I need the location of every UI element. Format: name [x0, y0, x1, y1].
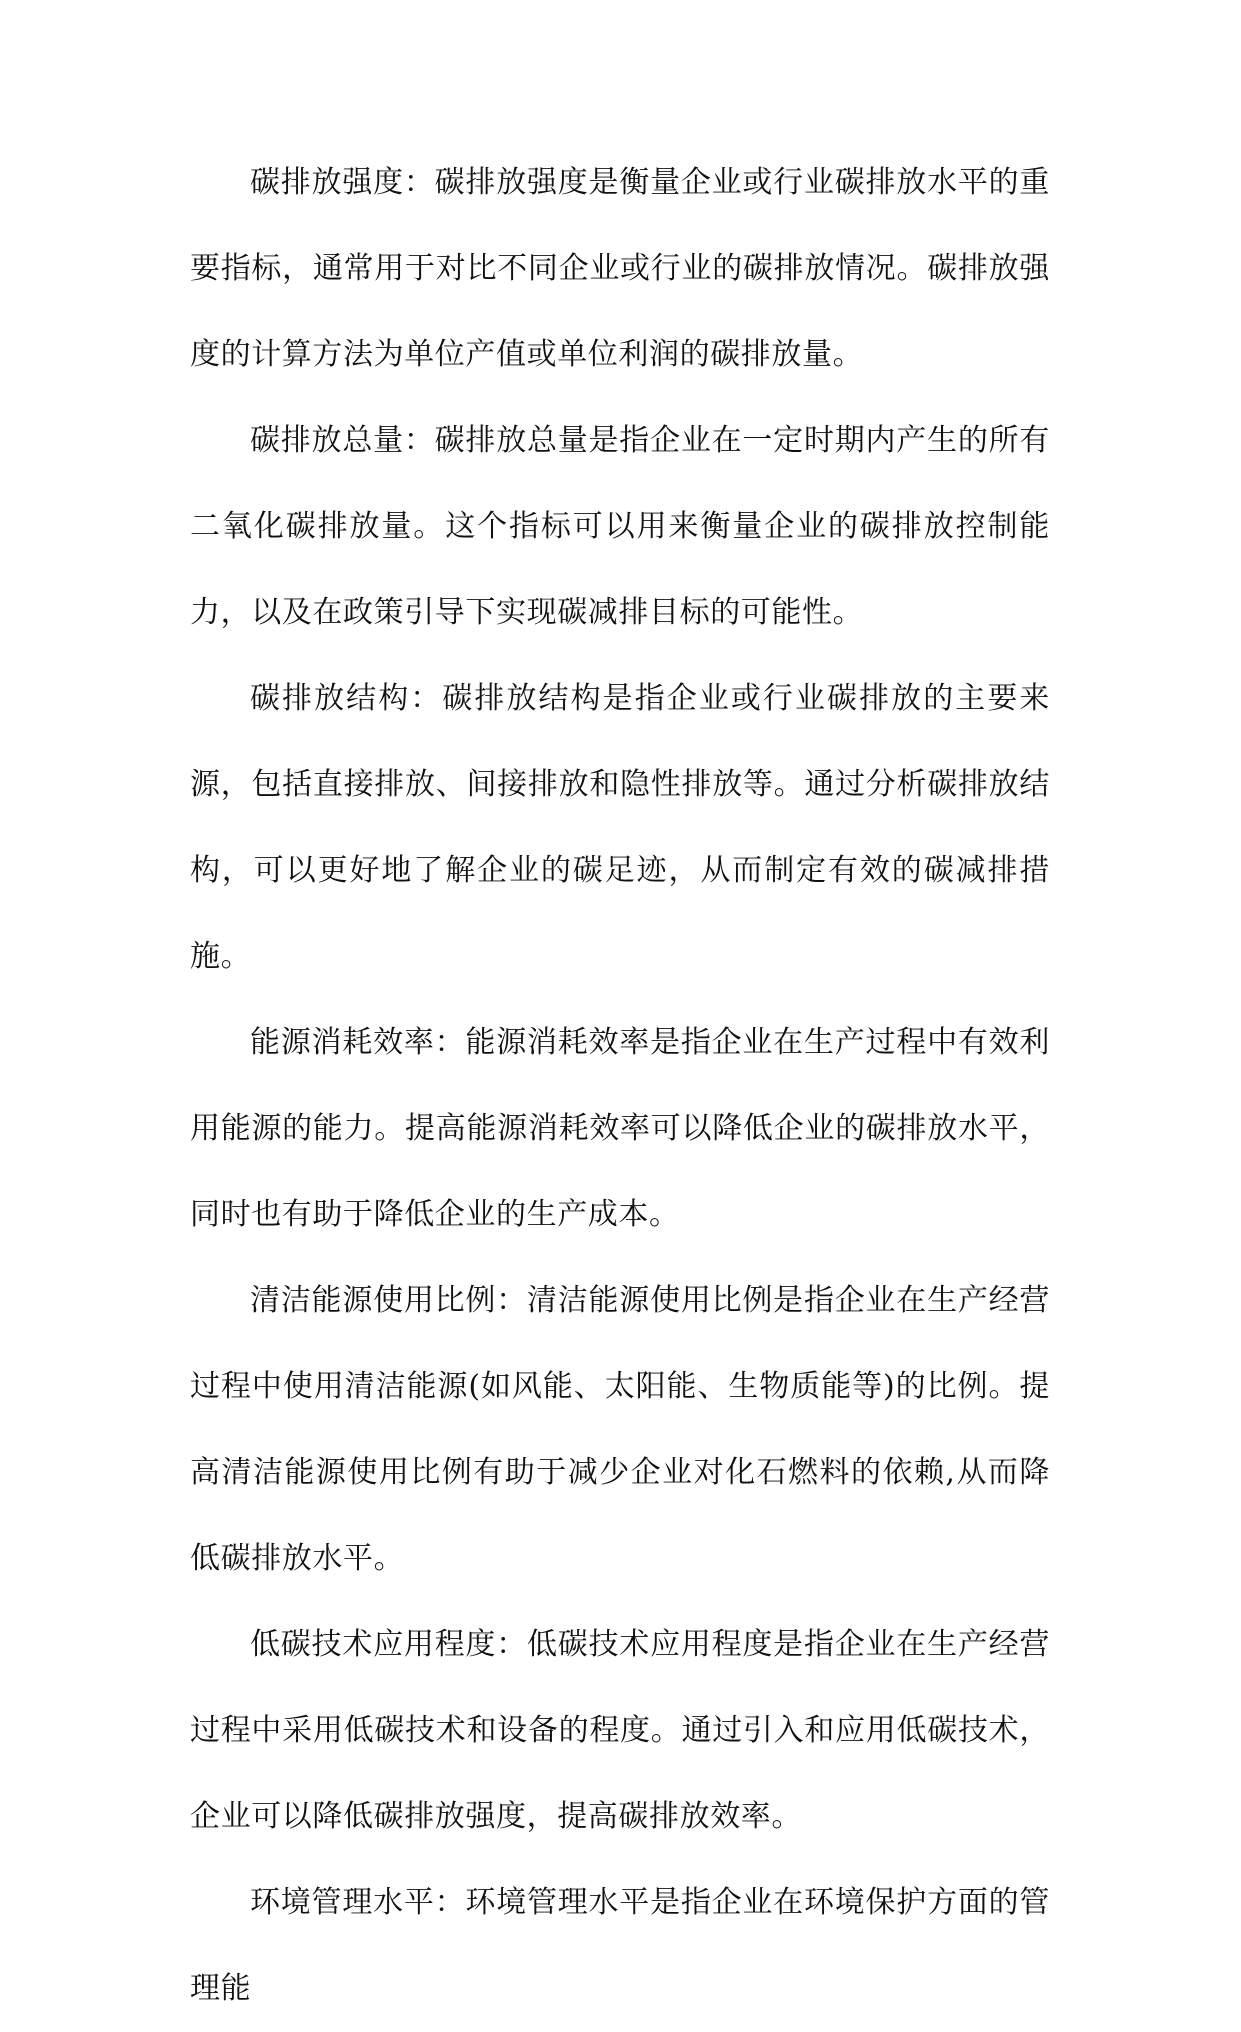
- paragraph-low-carbon-tech: 低碳技术应用程度：低碳技术应用程度是指企业在生产经营过程中采用低碳技术和设备的程度。通过引入和应用低碳技术，企业可以降低碳排放强度，提高碳排放效率。: [190, 1627, 1050, 1834]
- paragraph-energy-efficiency: 能源消耗效率：能源消耗效率是指企业在生产过程中有效利用能源的能力。提高能源消耗效率可以降低企业的碳排放水平，同时也有助于降低企业的生产成本。: [190, 1025, 1050, 1232]
- paragraph-environment-management: 环境管理水平：环境管理水平是指企业在环境保护方面的管理能: [190, 1885, 1050, 2006]
- paragraph-carbon-structure: 碳排放结构：碳排放结构是指企业或行业碳排放的主要来源，包括直接排放、间接排放和隐性排放等。通过分析碳排放结构，可以更好地了解企业的碳足迹，从而制定有效的碳减排措施。: [190, 681, 1050, 974]
- paragraph-carbon-intensity: 碳排放强度：碳排放强度是衡量企业或行业碳排放水平的重要指标，通常用于对比不同企业或行业的碳排放情况。碳排放强度的计算方法为单位产值或单位利润的碳排放量。: [190, 165, 1050, 372]
- paragraph-carbon-total: 碳排放总量：碳排放总量是指企业在一定时期内产生的所有二氧化碳排放量。这个指标可以用来衡量企业的碳排放控制能力，以及在政策引导下实现碳减排目标的可能性。: [190, 423, 1050, 630]
- paragraph-clean-energy-ratio: 清洁能源使用比例：清洁能源使用比例是指企业在生产经营过程中使用清洁能源(如风能、太阳能、生物质能等)的比例。提高清洁能源使用比例有助于减少企业对化石燃料的依赖,从而降低碳排放水平。: [190, 1283, 1050, 1576]
- document-body: [190, 140, 1050, 2032]
